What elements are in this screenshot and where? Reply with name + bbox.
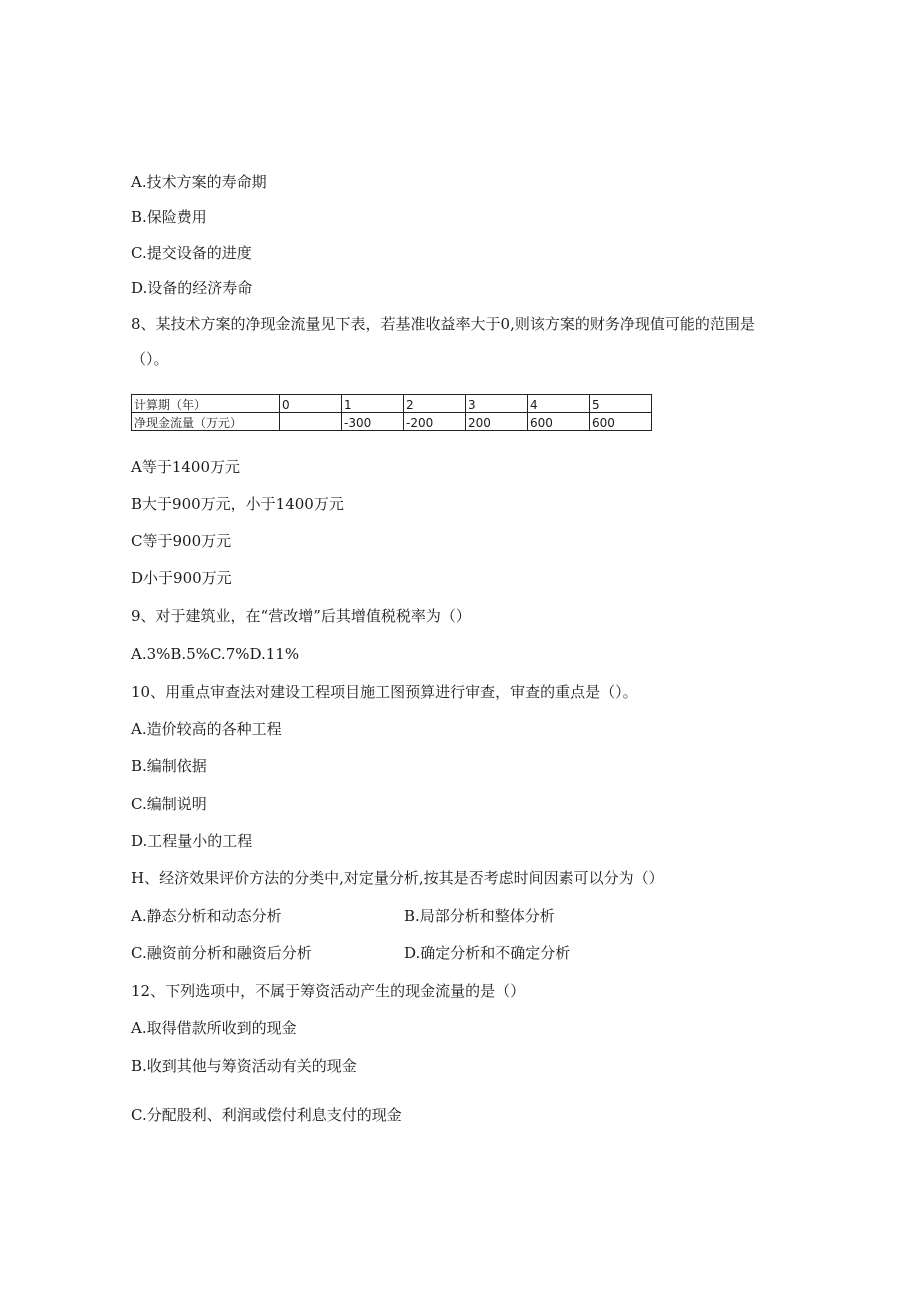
value-cell	[280, 413, 342, 431]
q7-option-a: A.技术方案的寿命期	[131, 173, 267, 191]
cash-flow-table	[131, 394, 652, 431]
period-cell: 2	[404, 395, 466, 413]
value-cell: -200	[404, 413, 466, 431]
table-row	[132, 413, 652, 431]
q7-option-c: C.提交设备的进度	[131, 244, 252, 262]
q7-option-d: D.设备的经济寿命	[131, 279, 253, 297]
q12-option-a: A.取得借款所收到的现金	[131, 1019, 297, 1037]
q8-stem: 8、某技术方案的净现金流量见下表，若基准收益率大于0,则该方案的财务净现值可能的范围是	[131, 315, 755, 333]
table-header-label: 计算期（年）	[132, 395, 280, 413]
q10-option-b: B.编制依据	[131, 757, 207, 775]
period-cell: 0	[280, 395, 342, 413]
value-cell: -300	[342, 413, 404, 431]
period-cell: 5	[590, 395, 652, 413]
q10-stem: 10、用重点审查法对建设工程项目施工图预算进行审查，审查的重点是（）。	[131, 683, 638, 701]
q9-stem: 9、对于建筑业，在“营改增”后其增值税税率为（）	[131, 607, 471, 625]
q10-option-c: C.编制说明	[131, 795, 207, 813]
q10-option-d: D.工程量小的工程	[131, 832, 253, 850]
q11-option-d: D.确定分析和不确定分析	[404, 944, 571, 962]
q7-option-b: B.保险费用	[131, 208, 207, 226]
q8-option-a: A等于1400万元	[131, 458, 241, 476]
q12-stem: 12、下列选项中，不属于筹资活动产生的现金流量的是（）	[131, 982, 526, 1000]
value-cell: 600	[528, 413, 590, 431]
q8-option-d: D小于900万元	[131, 569, 232, 587]
q11-option-c: C.融资前分析和融资后分析	[131, 944, 312, 962]
value-cell: 600	[590, 413, 652, 431]
q11-stem: H、经济效果评价方法的分类中,对定量分析,按其是否考虑时间因素可以分为（）	[131, 869, 664, 887]
q10-option-a: A.造价较高的各种工程	[131, 720, 282, 738]
period-cell: 3	[466, 395, 528, 413]
q8-stem-continuation: （）。	[131, 350, 169, 368]
q11-option-a: A.静态分析和动态分析	[131, 907, 282, 925]
q8-option-b: B大于900万元，小于1400万元	[131, 495, 344, 513]
period-cell: 1	[342, 395, 404, 413]
q12-option-c: C.分配股利、利润或偿付利息支付的现金	[131, 1106, 402, 1124]
table-row-label: 净现金流量（万元）	[132, 413, 280, 431]
value-cell: 200	[466, 413, 528, 431]
period-cell: 4	[528, 395, 590, 413]
q8-option-c: C等于900万元	[131, 532, 232, 550]
q12-option-b: B.收到其他与筹资活动有关的现金	[131, 1057, 357, 1075]
q11-option-b: B.局部分析和整体分析	[404, 907, 555, 925]
q9-options: A.3%B.5%C.7%D.11%	[131, 645, 300, 663]
table-row	[132, 395, 652, 413]
